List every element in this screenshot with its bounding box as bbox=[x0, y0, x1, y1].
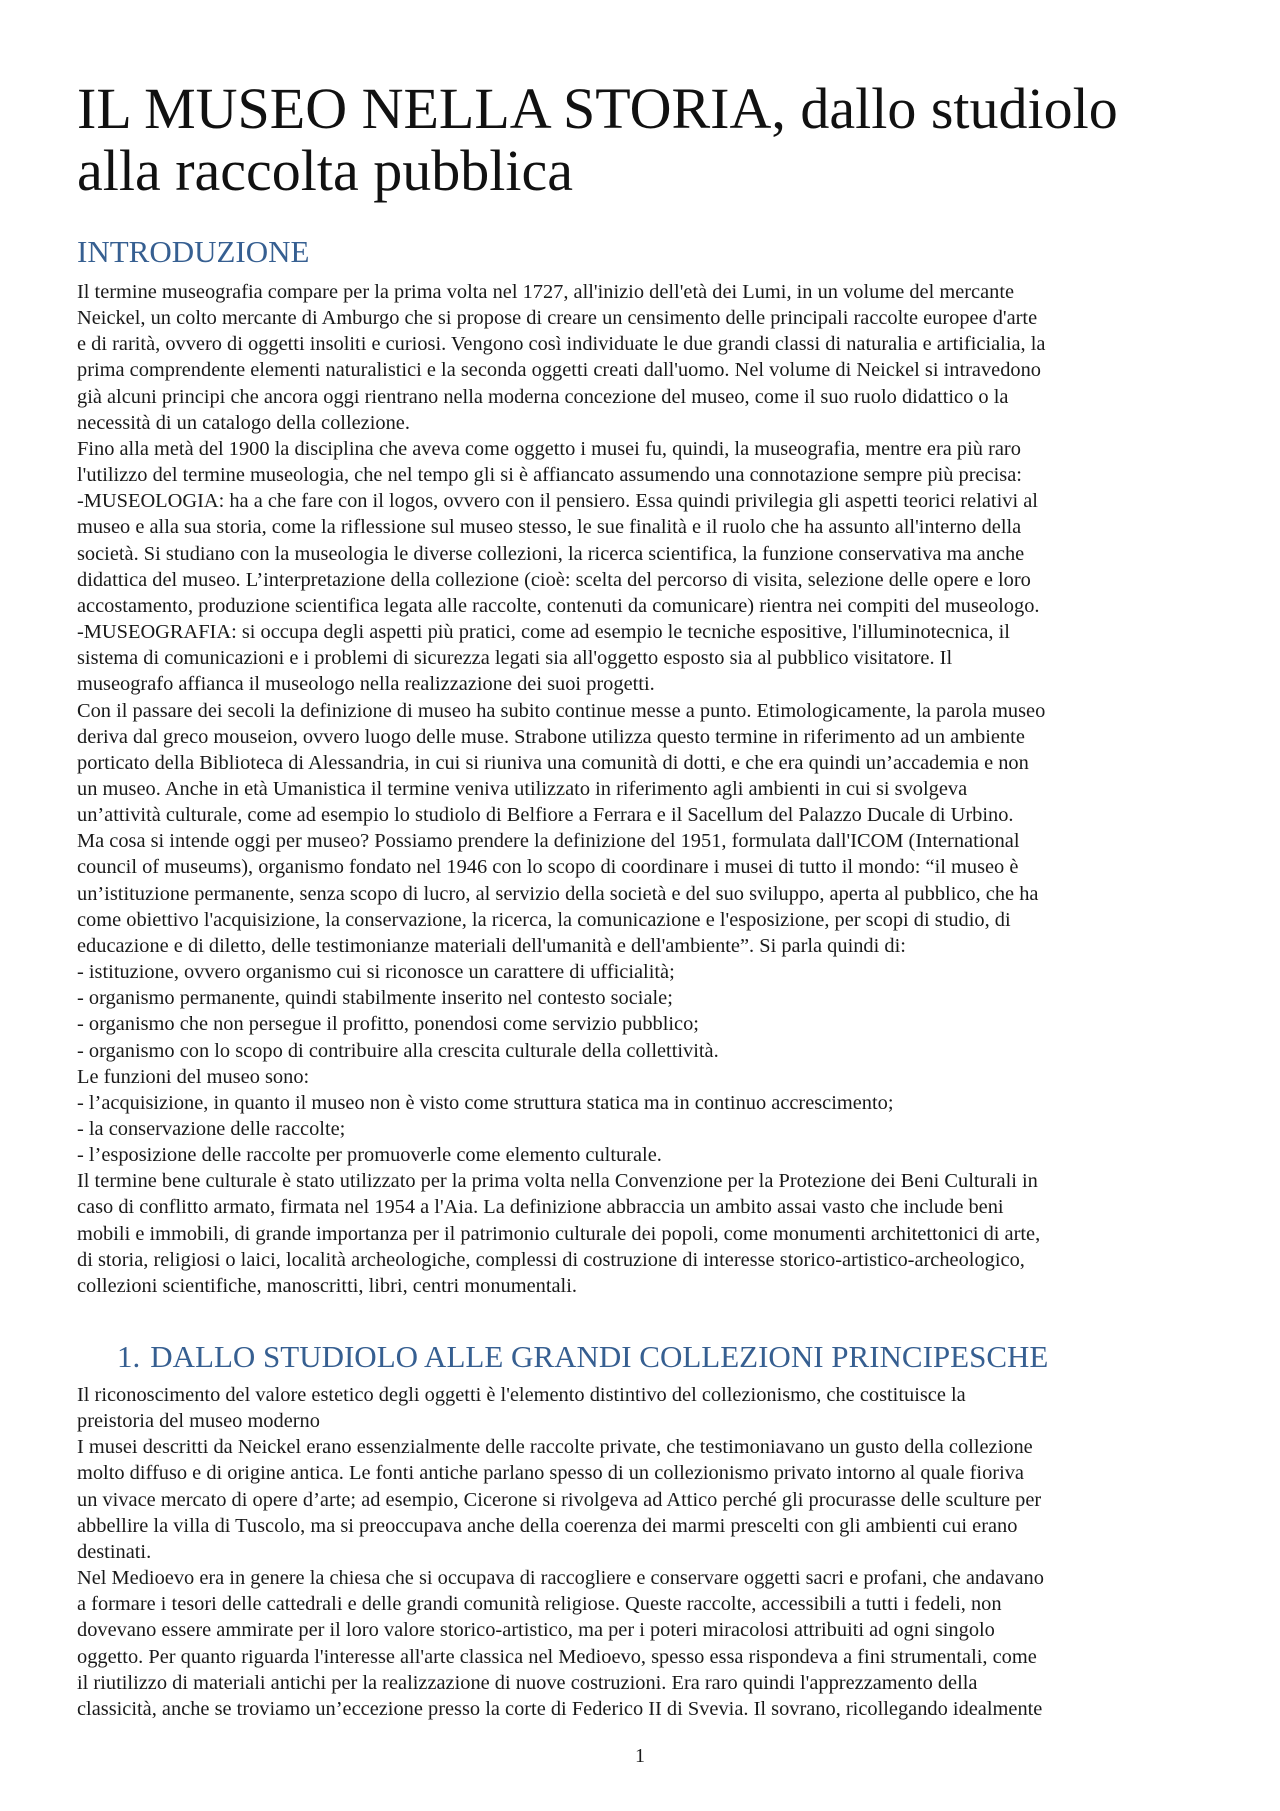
text-line: un’istituzione permanente, senza scopo di lucro, al servizio della società e del suo sviluppo, aperta al pubblico, che ha bbox=[77, 882, 1039, 905]
introduction-body bbox=[77, 279, 1207, 1299]
text-line: Neickel, un colto mercante di Amburgo che si propose di creare un censimento delle principali raccolte europee d'arte bbox=[77, 307, 1038, 330]
paragraph bbox=[77, 959, 1207, 985]
text-line: - l’acquisizione, in quanto il museo non è visto come struttura statica ma in continuo accrescimento; bbox=[77, 1091, 894, 1114]
text-line: Le funzioni del museo sono: bbox=[77, 1065, 310, 1088]
text-line: Fino alla metà del 1900 la disciplina che aveva come oggetto i musei fu, quindi, la museografia, mentre era più raro bbox=[77, 437, 1021, 460]
text-line: necessità di un catalogo della collezione. bbox=[77, 411, 410, 434]
text-line: - istituzione, ovvero organismo cui si riconosce un carattere di ufficialità; bbox=[77, 961, 675, 984]
paragraph bbox=[77, 1168, 1207, 1299]
text-line: caso di conflitto armato, firmata nel 1954 a l'Aia. La definizione abbraccia un ambito assai vasto che include beni bbox=[77, 1196, 1004, 1219]
text-line: I musei descritti da Neickel erano essenzialmente delle raccolte private, che testimoniavano un gusto della collezione bbox=[77, 1436, 1033, 1459]
text-line: educazione e di diletto, delle testimonianze materiali dell'umanità e dell'ambiente”. Si parla quindi di: bbox=[77, 934, 906, 957]
page-number: 1 bbox=[635, 1745, 645, 1767]
text-line: - la conservazione delle raccolte; bbox=[77, 1118, 346, 1140]
text-line: Ma cosa si intende oggi per museo? Possiamo prendere la definizione del 1951, formulata dall'ICOM (International bbox=[77, 830, 1020, 853]
text-line: sistema di comunicazioni e i problemi di sicurezza legati sia all'oggetto esposto sia al pubblico visitatore. Il bbox=[77, 647, 953, 670]
text-line: oggetto. Per quanto riguarda l'interesse all'arte classica nel Medioevo, spesso essa rispondeva a fini strumentali, come bbox=[77, 1645, 1037, 1668]
paragraph bbox=[77, 1434, 1207, 1565]
text-line: un’attività culturale, come ad esempio lo studiolo di Belfiore a Ferrara e il Sacellum del Palazzo Ducale di Urbino. bbox=[77, 804, 1014, 827]
text-line: - l’esposizione delle raccolte per promuoverle come elemento culturale. bbox=[77, 1144, 662, 1167]
text-line: museo e alla sua storia, come la riflessione sul museo stesso, le sue finalità e il ruolo che ha assunto all'interno della bbox=[77, 516, 1022, 539]
document-title bbox=[77, 78, 1207, 202]
paragraph bbox=[77, 698, 1207, 829]
text-line: Con il passare dei secoli la definizione di museo ha subito continue messe a punto. Etimologicamente, la parola museo bbox=[77, 699, 1046, 722]
text-line: mobili e immobili, di grande importanza per il patrimonio culturale dei popoli, come monumenti architettonici di arte, bbox=[77, 1222, 1041, 1245]
title-line-2: alla raccolta pubblica bbox=[77, 138, 573, 203]
paragraph bbox=[77, 279, 1207, 436]
paragraph bbox=[77, 1090, 1207, 1116]
text-line: di storia, religiosi o laici, località archeologiche, complessi di costruzione di interesse storico-artistico-archeologico, bbox=[77, 1248, 1025, 1271]
text-line: -MUSEOGRAFIA: si occupa degli aspetti più pratici, come ad esempio le tecniche espositive, l'illuminotecnica, il bbox=[77, 621, 1010, 644]
section-1-heading bbox=[117, 1337, 1048, 1377]
text-line: e di rarità, ovvero di oggetti insoliti e curiosi. Vengono così individuate le due grandi classi di naturalia e artificialia, la bbox=[77, 333, 1046, 356]
paragraph bbox=[77, 1382, 1207, 1434]
paragraph bbox=[77, 1038, 1207, 1064]
text-line: destinati. bbox=[77, 1540, 152, 1563]
text-line: - organismo che non persegue il profitto, ponendosi come servizio pubblico; bbox=[77, 1013, 699, 1036]
text-line: porticato della Biblioteca di Alessandria, in cui si riuniva una comunità di dotti, e che era quindi un’accademia e non bbox=[77, 751, 1029, 774]
text-line: prima comprendente elementi naturalistici e la seconda oggetti creati dall'uomo. Nel volume di Neickel si intravedono bbox=[77, 359, 1041, 382]
text-line: a formare i tesori delle cattedrali e delle grandi comunità religiose. Queste raccolte, accessibili a tutti i fedeli, non bbox=[77, 1593, 1002, 1616]
paragraph bbox=[77, 488, 1207, 619]
text-line: Il riconoscimento del valore estetico degli oggetti è l'elemento distintivo del collezionismo, che costituisce la bbox=[77, 1384, 966, 1406]
text-line: l'utilizzo del termine museologia, che nel tempo gli si è affiancato assumendo una connotazione sempre più precisa: bbox=[77, 464, 1022, 487]
text-line: Il termine bene culturale è stato utilizzato per la prima volta nella Convenzione per la Protezione dei Beni Culturali in bbox=[77, 1170, 1038, 1193]
text-line: -MUSEOLOGIA: ha a che fare con il logos, ovvero con il pensiero. Essa quindi privilegia gli aspetti teorici relativi al bbox=[77, 490, 1038, 513]
section-1-title: DALLO STUDIOLO ALLE GRANDI COLLEZIONI PRINCIPESCHE bbox=[150, 1339, 1049, 1374]
paragraph bbox=[77, 1142, 1207, 1168]
text-line: un museo. Anche in età Umanistica il termine veniva utilizzato in riferimento agli ambienti in cui si svolgeva bbox=[77, 777, 968, 800]
text-line: - organismo permanente, quindi stabilmente inserito nel contesto sociale; bbox=[77, 987, 673, 1010]
text-line: già alcuni principi che ancora oggi rientrano nella moderna concezione del museo, come il suo ruolo didattico o la bbox=[77, 385, 1009, 408]
section-1-number: 1. bbox=[117, 1339, 141, 1374]
paragraph bbox=[77, 619, 1207, 697]
text-line: deriva dal greco mouseion, ovvero luogo delle muse. Strabone utilizza questo termine in riferimento ad un ambiente bbox=[77, 725, 1025, 748]
paragraph bbox=[77, 1064, 1207, 1090]
text-line: didattica del museo. L’interpretazione della collezione (cioè: scelta del percorso di visita, selezione delle opere e loro bbox=[77, 568, 1031, 591]
text-line: società. Si studiano con la museologia le diverse collezioni, la ricerca scientifica, la funzione conservativa ma anche bbox=[77, 542, 1025, 565]
text-line: accostamento, produzione scientifica legata alle raccolte, contenuti da comunicare) rientra nei compiti del museologo. bbox=[77, 594, 1040, 617]
text-line: molto diffuso e di origine antica. Le fonti antiche parlano spesso di un collezionismo privato intorno al quale fioriva bbox=[77, 1462, 1024, 1485]
paragraph bbox=[77, 828, 1207, 959]
text-line: un vivace mercato di opere d’arte; ad esempio, Cicerone si rivolgeva ad Attico perché gli procurasse delle sculture per bbox=[77, 1488, 1042, 1511]
text-line: il riutilizzo di materiali antichi per la realizzazione di nuove costruzioni. Era raro quindi l'apprezzamento della bbox=[77, 1671, 978, 1694]
text-line: preistoria del museo moderno bbox=[77, 1410, 320, 1433]
text-line: - organismo con lo scopo di contribuire alla crescita culturale della collettività. bbox=[77, 1039, 719, 1062]
paragraph bbox=[77, 1011, 1207, 1037]
paragraph bbox=[77, 1565, 1207, 1722]
title-line-1: IL MUSEO NELLA STORIA, dallo studiolo bbox=[77, 76, 1118, 141]
text-line: abbellire la villa di Tuscolo, ma si preoccupava anche della coerenza dei marmi prescelti con gli ambienti cui erano bbox=[77, 1514, 1018, 1537]
text-line: council of museums), organismo fondato nel 1946 con lo scopo di coordinare i musei di tutto il mondo: “il museo è bbox=[77, 856, 1019, 879]
text-line: museografo affianca il museologo nella realizzazione dei suoi progetti. bbox=[77, 673, 655, 696]
text-line: dovevano essere ammirate per il loro valore storico-artistico, ma per i poteri miracolosi attribuiti ad ogni singolo bbox=[77, 1619, 995, 1642]
text-line: Nel Medioevo era in genere la chiesa che si occupava di raccogliere e conservare oggetti sacri e profani, che andavano bbox=[77, 1567, 1044, 1590]
paragraph bbox=[77, 1116, 1207, 1142]
text-line: classicità, anche se troviamo un’eccezione presso la corte di Federico II di Svevia. Il sovrano, ricollegando idealmente bbox=[77, 1697, 1043, 1720]
section-1-body bbox=[77, 1382, 1207, 1722]
text-line: collezioni scientifiche, manoscritti, libri, centri monumentali. bbox=[77, 1274, 577, 1297]
paragraph bbox=[77, 436, 1207, 488]
introduction-heading: INTRODUZIONE bbox=[77, 234, 310, 269]
text-line: come obiettivo l'acquisizione, la conservazione, la ricerca, la comunicazione e l'esposizione, per scopi di studio, di bbox=[77, 908, 1011, 931]
text-line: Il termine museografia compare per la prima volta nel 1727, all'inizio dell'età dei Lumi, in un volume del mercante bbox=[77, 281, 1015, 303]
paragraph bbox=[77, 985, 1207, 1011]
